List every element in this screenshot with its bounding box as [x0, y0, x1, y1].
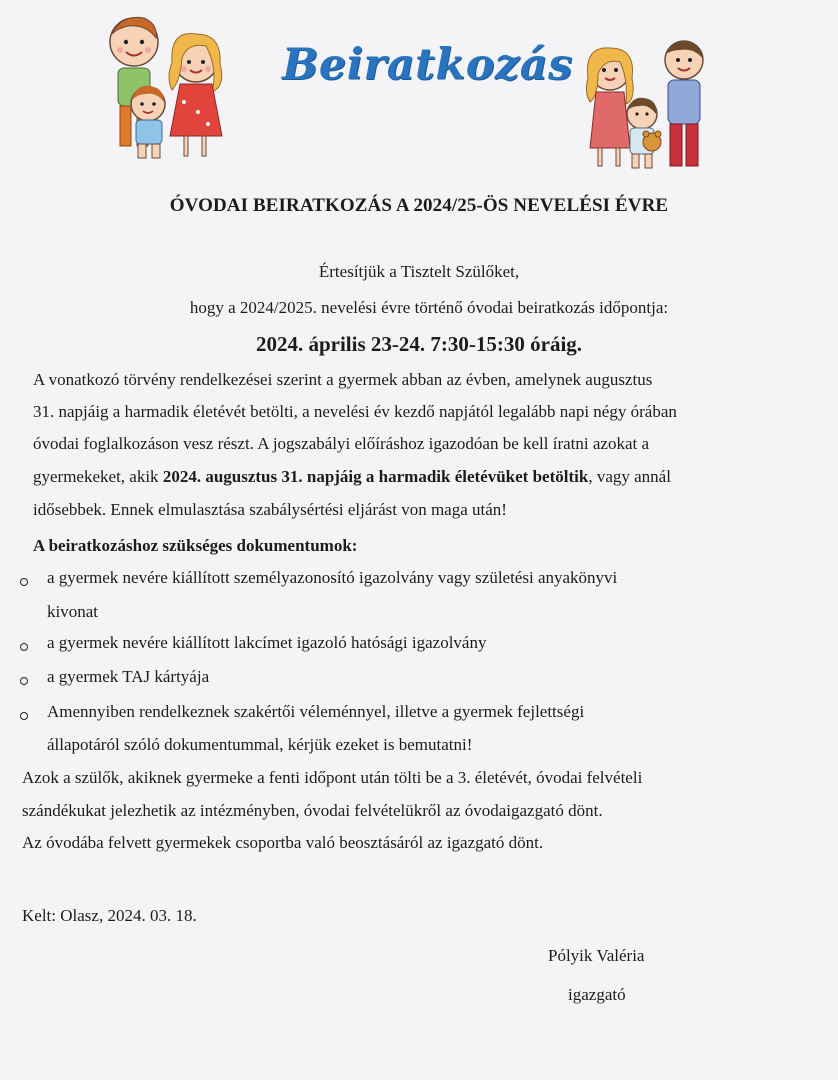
list-item: a gyermek nevére kiállított személyazonosító igazolvány vagy születési anyakönyvi [47, 568, 618, 587]
age-requirement-highlight: 2024. augusztus 31. napjáig a harmadik életévüket betöltik [162, 467, 589, 486]
list-item: Amennyiben rendelkeznek szakértői véleménnyel, illetve a gyermek fejlettségi [47, 702, 585, 721]
paragraph-line: A vonatkozó törvény rendelkezései szerint a gyermek abban az évben, amelynek augusztus [33, 370, 653, 389]
paragraph-line: 31. napjáig a harmadik életévét betölti, a nevelési év kezdő napjától legalább napi négy órában [33, 402, 677, 421]
document-date: Kelt: Olasz, 2024. 03. 18. [22, 906, 197, 925]
list-item: a gyermek TAJ kártyája [47, 667, 210, 686]
closing-line: Az óvodába felvett gyermekek csoportba való beosztásáról az igazgató dönt. [22, 833, 544, 852]
list-item: a gyermek nevére kiállított lakcímet igazoló hatósági igazolvány [47, 633, 487, 652]
bullet-icon [20, 643, 28, 651]
bullet-icon [20, 578, 28, 586]
intro-line-1: Értesítjük a Tisztelt Szülőket, [318, 262, 520, 281]
banner-title: Beiratkozás [282, 40, 573, 90]
bullet-icon [20, 712, 28, 720]
closing-line: Azok a szülők, akiknek gyermeke a fenti időpont után tölti be a 3. életévét, óvodai felvételi [22, 768, 643, 787]
intro-line-2: hogy a 2024/2025. nevelési évre történő óvodai beiratkozás időpontja: [189, 298, 669, 317]
page-heading: ÓVODAI BEIRATKOZÁS A 2024/25-ÖS NEVELÉSI ÉVRE [169, 195, 669, 216]
bullet-icon [20, 677, 28, 685]
documents-heading: A beiratkozáshoz szükséges dokumentumok: [33, 536, 358, 555]
list-item-continuation: állapotáról szóló dokumentummal, kérjük ezeket is bemutatni! [47, 735, 473, 754]
family-illustration-left [92, 12, 242, 162]
list-item-continuation: kivonat [47, 602, 98, 621]
paragraph-text: gyermekeket, akik [33, 467, 163, 486]
paragraph-text: , vagy annál [588, 467, 671, 486]
signer-name: Pólyik Valéria [548, 946, 645, 965]
enrollment-date: 2024. április 23-24. 7:30-15:30 óráig. [255, 332, 583, 356]
paragraph-line: óvodai foglalkozáson vesz részt. A jogszabályi előíráshoz igazodóan be kell íratni azokat a [33, 434, 650, 453]
closing-line: szándékukat jelezhetik az intézményben, óvodai felvételükről az óvodaigazgató dönt. [22, 801, 603, 820]
family-illustration-right [572, 38, 722, 178]
signer-title: igazgató [568, 985, 626, 1004]
paragraph-line [33, 467, 671, 487]
paragraph-line: idősebbek. Ennek elmulasztása szabálysértési eljárást von maga után! [33, 500, 507, 519]
